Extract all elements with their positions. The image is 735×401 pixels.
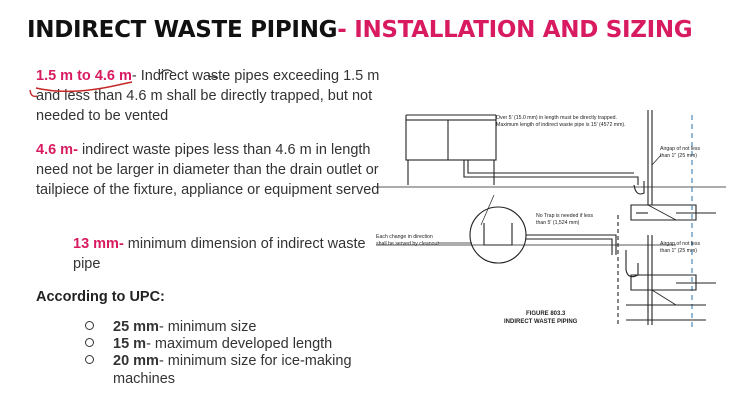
figure-airgap-label: than 1" (25 mm) — [660, 153, 698, 159]
paragraph-diameter — [36, 140, 386, 200]
paragraph-text: - Indirect waste pipes exceeding 1.5 m and less than 4.6 m shall be directly trapped, but not needed to be vented — [36, 68, 380, 124]
figure-airgap-label: than 1" (25 mm) — [660, 248, 698, 254]
paragraph-min-dimension — [73, 234, 373, 274]
paragraph-direct-trap — [36, 66, 386, 126]
figure-caption: FIGURE 803.3 — [526, 311, 566, 317]
bullet-text: - minimum size — [158, 319, 257, 335]
figure-note-top: Over 5' (15.0 mm) in length must be directly trapped. — [496, 115, 617, 121]
figure-airgap-label: Airgap of not less — [660, 241, 701, 247]
highlight-length: 4.6 m- — [36, 142, 78, 158]
bullet-circle-icon — [85, 321, 94, 330]
bullet-highlight: 15 m — [113, 336, 147, 352]
figure-airgap-label: Airgap of not less — [660, 146, 701, 152]
figure-cleanout-label: shall be served by cleanout — [376, 241, 439, 247]
title-part-1: INDIRECT WASTE PIPING — [27, 17, 338, 43]
figure-cleanout-label: Each change in direction — [376, 234, 433, 240]
bullet-highlight: 25 mm — [113, 319, 159, 335]
bullet-circle-icon — [85, 355, 94, 364]
fixture-cabinet — [406, 120, 496, 160]
highlight-dimension: 13 mm- — [73, 236, 124, 252]
upc-heading: According to UPC: — [36, 289, 165, 305]
title-part-2: - INSTALLATION AND SIZING — [337, 17, 693, 43]
slide-title — [27, 17, 692, 43]
bullet-highlight: 20 mm — [113, 353, 159, 369]
bullet-circle-icon — [85, 338, 94, 347]
figure-note-top: Maximum length of indirect waste pipe is 15' (4572 mm). — [496, 122, 626, 128]
highlight-range: 1.5 m to 4.6 m — [36, 68, 132, 84]
bullet-text: - minimum size for ice-making machines — [113, 353, 352, 387]
paragraph-text: indirect waste pipes less than 4.6 m in length need not be larger in diameter than the drain outlet or tailpiece of the fixture, appliance or equipment served — [36, 142, 380, 198]
paragraph-text: minimum dimension of indirect waste pipe — [73, 236, 366, 272]
indirect-waste-piping-figure — [376, 95, 726, 335]
figure-caption: INDIRECT WASTE PIPING — [504, 319, 578, 325]
bullet-text: - maximum developed length — [146, 336, 333, 352]
figure-no-trap-label: than 5' (1,524 mm) — [536, 220, 580, 226]
figure-no-trap-label: No Trap is needed if less — [536, 213, 594, 219]
